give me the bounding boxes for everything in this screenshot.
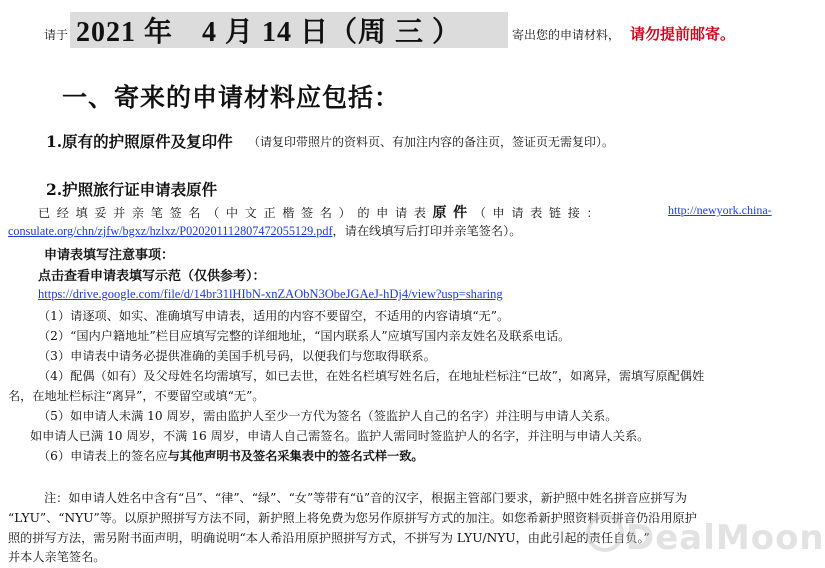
lyu-note-line3: 照的拼写方法，需另附书面声明，明确说明“本人希沿用原护照拼写方式，不拼写为 LYU/NYU，由此引起的责任自负。”: [8, 531, 650, 545]
section2-heading: 2.护照旅行证申请表原件: [46, 180, 218, 199]
header-suffix: 寄出您的申请材料，: [512, 28, 621, 42]
note-item-1: （1）请逐项、如实、准确填写申请表，适用的内容不要留空，不适用的内容请填“无”。: [38, 309, 510, 323]
lyu-note-line4: 并本人亲笔签名。: [8, 550, 106, 564]
note-item-5-line2: 如申请人已满 10 周岁，不满 16 周岁，申请人自己需签名。监护人需同时签监护人的名字，并注明与申请人关系。: [30, 429, 650, 443]
form-notes-heading: 申请表填写注意事项：: [44, 248, 175, 263]
header-prefix: 请于: [44, 28, 69, 42]
page-title: 一、寄来的申请材料应包括：: [62, 83, 401, 112]
note-item-5-line1: （5）如申请人未满 10 周岁，需由监护人至少一方代为签名（签监护人自己的名字）并注明与申请人关系。: [38, 409, 618, 423]
section1-heading: 1.原有的护照原件及复印件: [46, 132, 233, 151]
mailing-date: 2021 年 4 月 14 日（周 三 ）: [76, 17, 462, 48]
sample-link[interactable]: https://drive.google.com/file/d/14br31lHIbN-xnZAObN3ObeJGAeJ-hDj4/view?usp=sharing: [38, 287, 503, 301]
watermark-logo-icon: [586, 514, 624, 552]
note-item-3: （3）申请表中请务必提供准确的美国手机号码，以便我们与您取得联系。: [38, 349, 436, 363]
lyu-note-line2: “LYU”、“NYU”等。以原护照拼写方法不同，新护照上将免费为您另作原拼写方式的加注。如您希新护照资料页拼音仍沿用原护: [8, 511, 697, 525]
application-form-link-cont[interactable]: consulate.org/chn/zjfw/bgxz/hzlxz/P020201112807472055129.pdf: [8, 224, 333, 238]
no-early-mailing-warning: 请勿提前邮寄。: [630, 25, 736, 43]
sample-heading: 点击查看申请表填写示范（仅供参考）：: [38, 269, 266, 284]
note-item-4-line1: （4）配偶（如有）及父母姓名均需填写，如已去世，在姓名栏填写姓名后，在地址栏标注“已故”，如离异，需填写原配偶姓: [38, 369, 705, 383]
application-form-line1: 已经填妥并亲笔签名（中文正楷签名）的申请表原件（申请表链接：: [38, 205, 606, 221]
note-item-6: （6）申请表上的签名应与其他声明书及签名采集表中的签名式样一致。: [38, 449, 424, 463]
note-item-2: （2）“国内户籍地址”栏目应填写完整的详细地址，“国内联系人”应填写国内亲友姓名及联系电话。: [38, 329, 571, 343]
application-form-line2: consulate.org/chn/zjfw/bgxz/hzlxz/P020201112807472055129.pdf，请在线填写后打印并亲笔签名）。: [8, 224, 522, 238]
watermark: DealMoon: [626, 518, 825, 558]
section1-note: （请复印带照片的资料页、有加注内容的备注页，签证页无需复印）。: [248, 135, 615, 149]
application-form-link[interactable]: http://newyork.china-: [668, 203, 772, 217]
lyu-note-line1: 注：如申请人姓名中含有“吕”、“律”、“绿”、“女”等带有“ü”音的汉字，根据主管部门要求，新护照中姓名拼音应拼写为: [44, 491, 687, 505]
note-item-4-line2: 名，在地址栏标注“离异”，不要留空或填“无”。: [8, 389, 265, 403]
